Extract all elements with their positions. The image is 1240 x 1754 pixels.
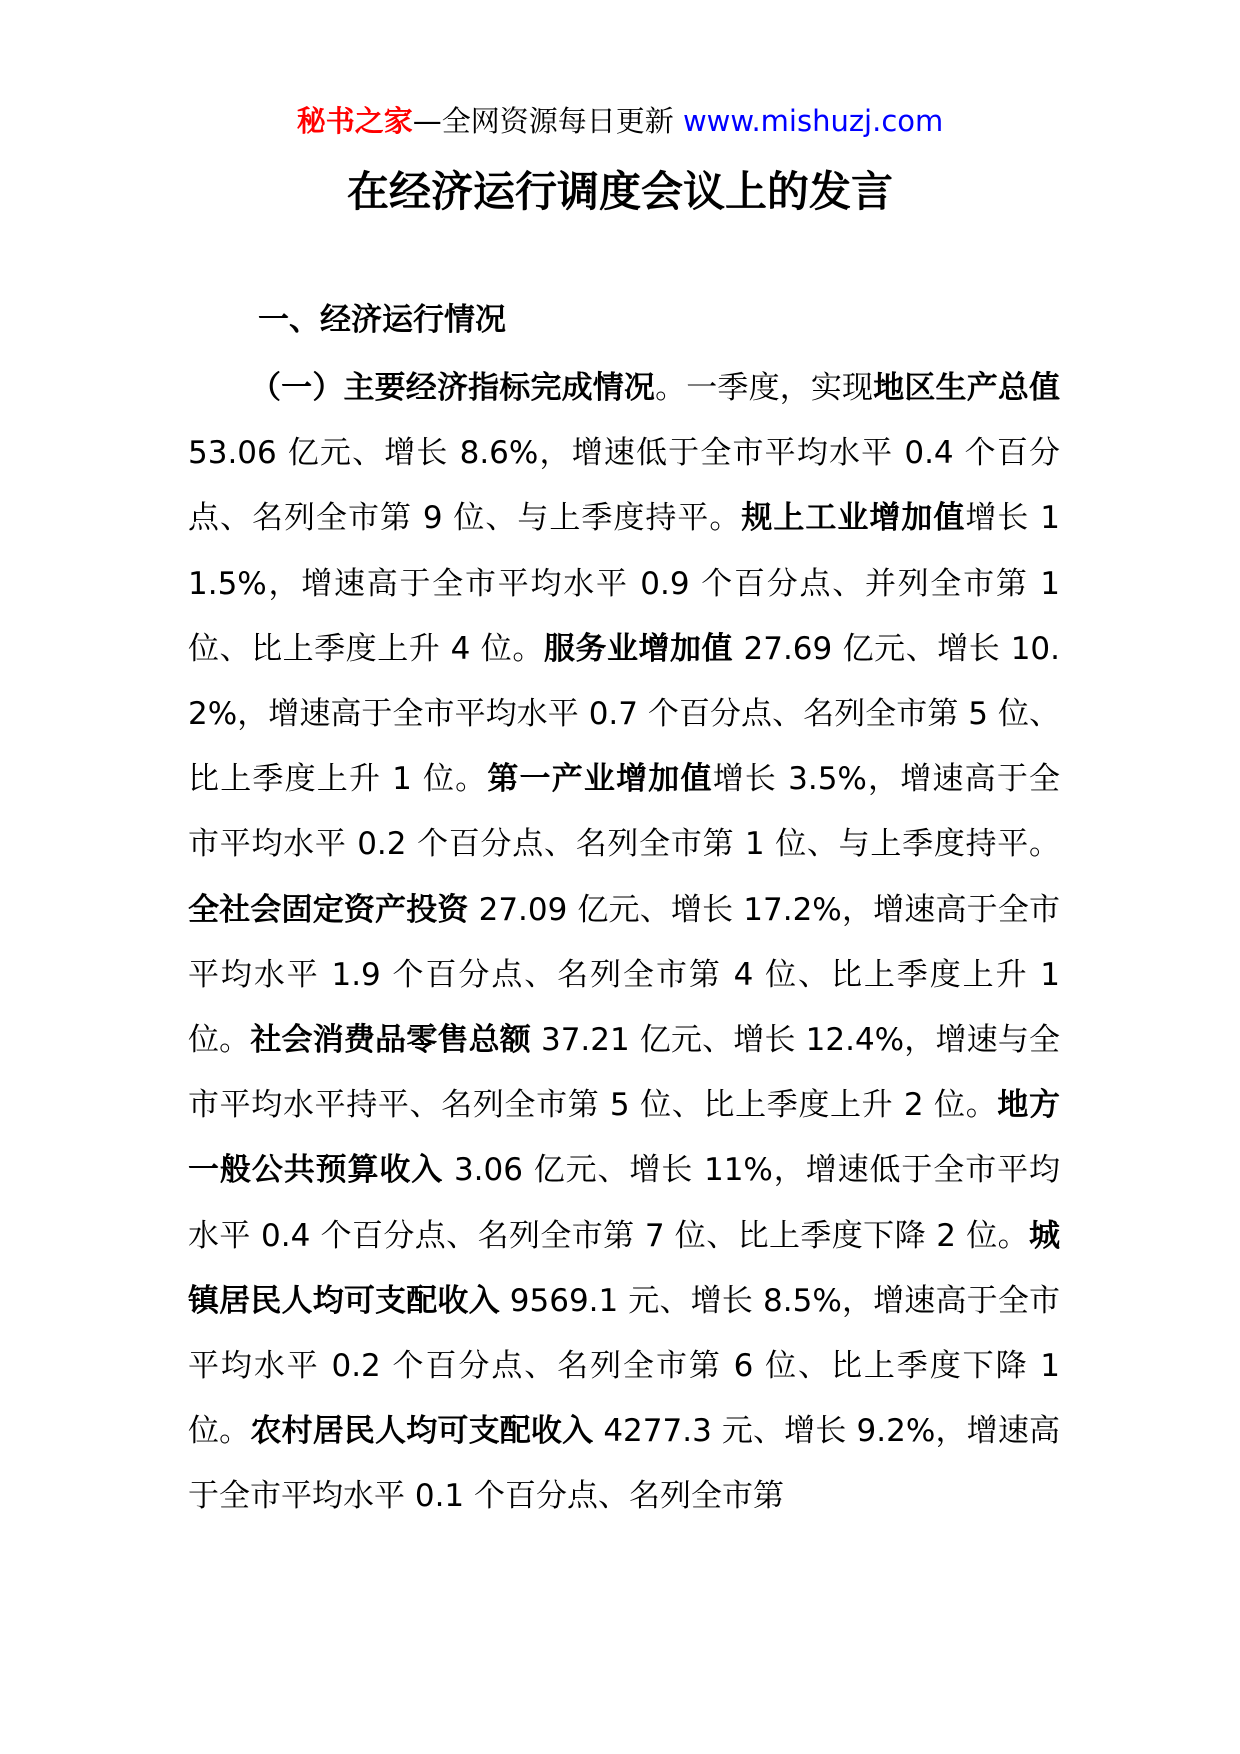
subsection-heading: （一）主要经济指标完成情况 bbox=[250, 370, 656, 406]
site-header bbox=[0, 101, 1240, 141]
text-run: 37.21 亿元、增长 12.4%，增速与全市平均水平持平、名列全市第 5 位、比上季度上升 2 位。 bbox=[188, 1022, 1061, 1124]
indicator-retail-sales: 社会消费品零售总额 bbox=[250, 1022, 531, 1059]
indicator-rural-income: 农村居民人均可支配收入 bbox=[250, 1413, 594, 1450]
body-paragraph bbox=[188, 356, 1060, 1530]
text-run: 。一季度，实现 bbox=[655, 370, 874, 406]
text-run: 4277.3 元、增长 9.2%，增速高于全市平均水平 0.1 个百分点、名列全市第 bbox=[188, 1413, 1061, 1515]
indicator-urban-income: 城镇居民人均可支配收入 bbox=[188, 1217, 1060, 1319]
indicator-gdp: 地区生产总值 bbox=[873, 370, 1061, 406]
text-run: 27.09 亿元、增长 17.2%，增速高于全市平均水平 1.9 个百分点、名列全市第 4 位、比上季度上升 1 位。 bbox=[188, 891, 1060, 1059]
indicator-service-value-added: 服务业增加值 bbox=[543, 630, 734, 667]
site-url-link[interactable]: www.mishuzj.com bbox=[682, 104, 944, 138]
text-run: 增长 11.5%，增速高于全市平均水平 0.9 个百分点、并列全市第 1 位、比上季度上升 4 位。 bbox=[188, 500, 1060, 667]
text-run: 27.69 亿元、增长 10.2%，增速高于全市平均水平 0.7 个百分点、名列全市第 5 位、比上季度上升 1 位。 bbox=[188, 630, 1061, 798]
text-run: 9569.1 元、增长 8.5%，增速高于全市平均水平 0.2 个百分点、名列全市第 6 位、比上季度下降 1 位。 bbox=[188, 1282, 1061, 1450]
text-run: 增长 3.5%，增速高于全市平均水平 0.2 个百分点、名列全市第 1 位、与上季度持平。 bbox=[188, 761, 1061, 863]
text-run: 53.06 亿元、增长 8.6%，增速低于全市平均水平 0.4 个百分点、名列全市第 9 位、与上季度持平。 bbox=[188, 435, 1060, 537]
header-tagline: —全网资源每日更新 bbox=[412, 104, 683, 138]
document-title: 在经济运行调度会议上的发言 bbox=[346, 167, 893, 216]
indicator-fixed-asset-investment: 全社会固定资产投资 bbox=[188, 891, 469, 928]
text-run: 3.06 亿元、增长 11%，增速低于全市平均水平 0.4 个百分点、名列全市第 7 位、比上季度下降 2 位。 bbox=[188, 1152, 1060, 1254]
indicator-industrial-value-added: 规上工业增加值 bbox=[741, 500, 966, 537]
indicator-primary-industry: 第一产业增加值 bbox=[487, 761, 713, 798]
brand-name: 秘书之家 bbox=[296, 104, 413, 138]
section-heading: 一、经济运行情况 bbox=[258, 302, 506, 338]
indicator-public-budget-revenue: 地方一般公共预算收入 bbox=[188, 1087, 1060, 1189]
